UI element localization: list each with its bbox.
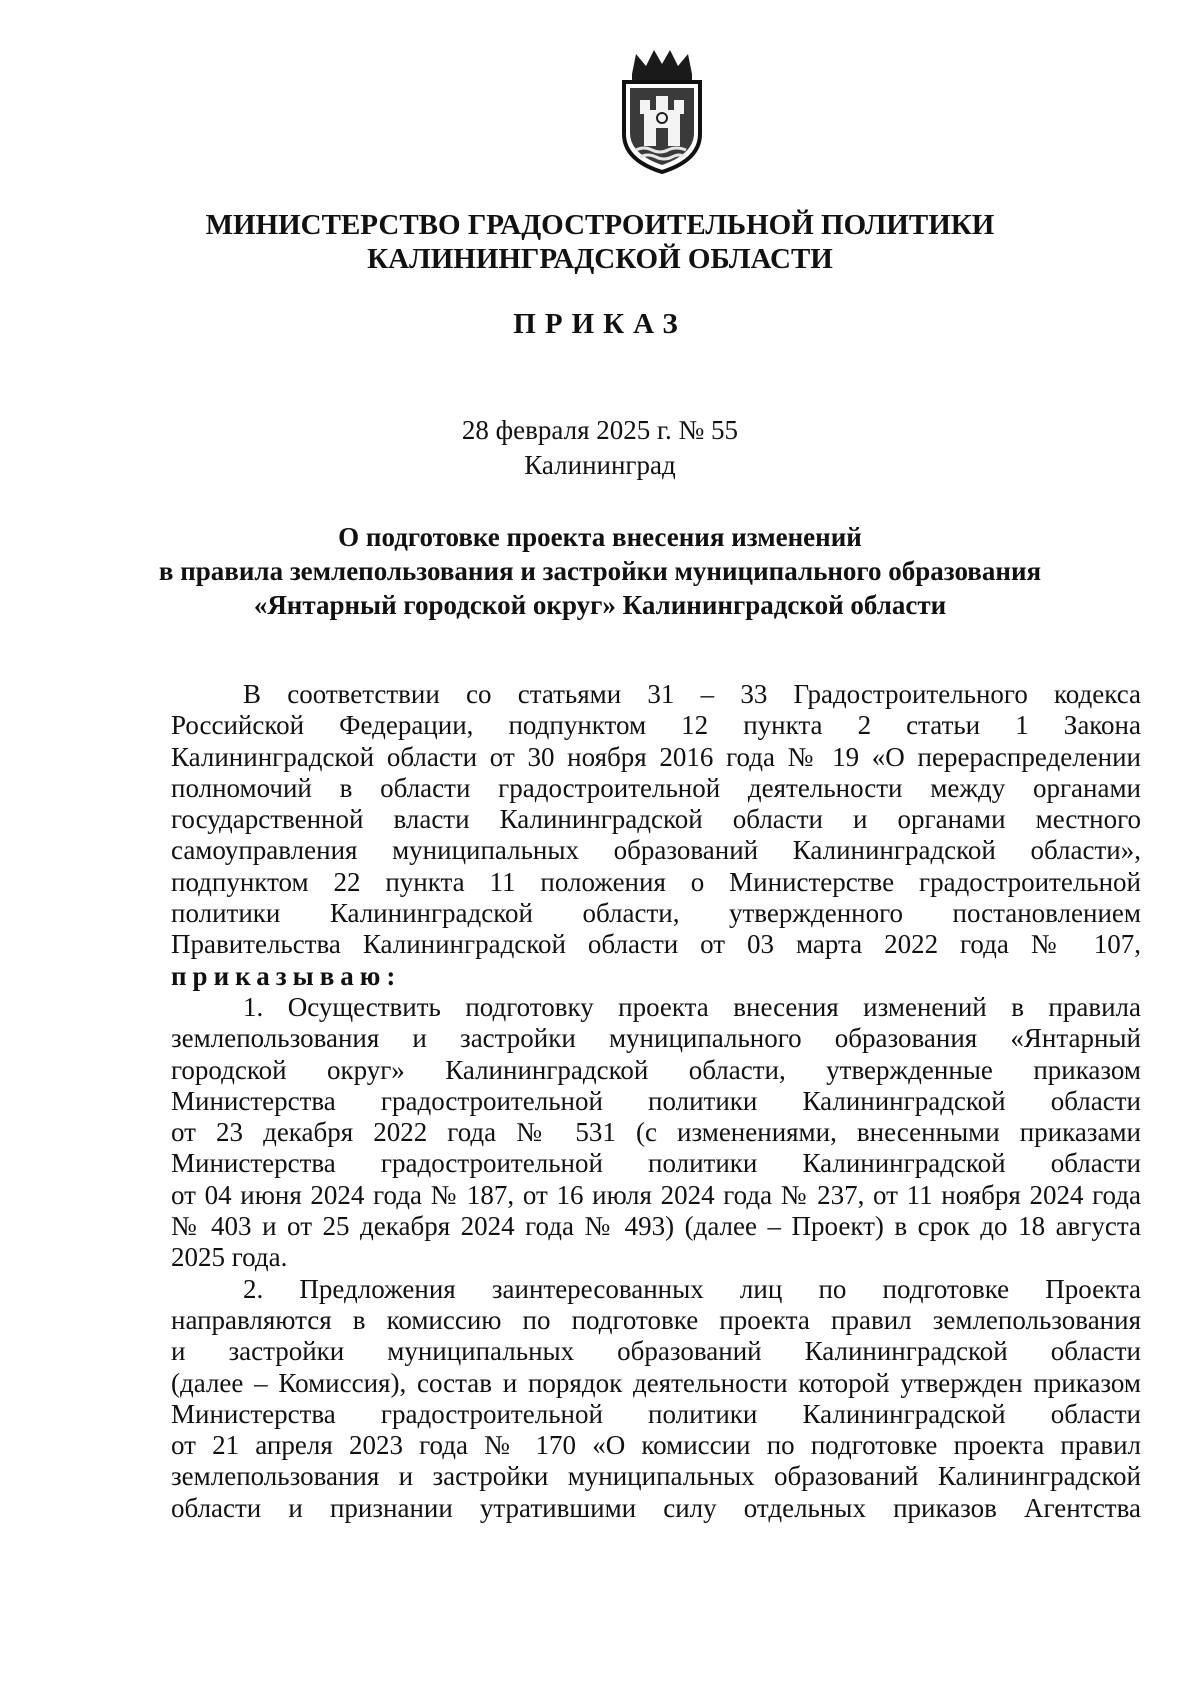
preamble-paragraph xyxy=(171,679,1141,992)
text-line: землепользования и застройки муниципального образования «Янтарный xyxy=(171,1023,1141,1054)
text-line: В соответствии со статьями 31 – 33 Градостроительного кодекса xyxy=(243,679,1141,709)
text-line: городской округ» Калининградской области, утвержденные приказом xyxy=(171,1054,1141,1085)
item-1-paragraph xyxy=(171,992,1141,1274)
text-line: (далее – Комиссия), состав и порядок деятельности которой утвержден приказом xyxy=(171,1367,1141,1398)
order-city: Калининград xyxy=(524,450,676,480)
order-heading: ПРИКАЗ xyxy=(513,308,687,340)
text-line: Министерства градостроительной политики Калининградской области xyxy=(171,1398,1141,1429)
text-line: 2025 года. xyxy=(171,1242,288,1273)
text-line: от 23 декабря 2022 года № 531 (с изменениями, внесенными приказами xyxy=(171,1117,1141,1148)
order-command: приказываю: xyxy=(171,960,402,991)
order-body xyxy=(171,679,1141,1524)
text-line: политики Калининградской области, утвержденного постановлением xyxy=(171,898,1141,929)
text-line: и застройки муниципальных образований Калининградской области xyxy=(171,1336,1141,1367)
order-date-number: 28 февраля 2025 г. № 55 xyxy=(461,415,739,445)
text-line: 1. Осуществить подготовку проекта внесения изменений в правила xyxy=(243,991,1141,1022)
ministry-name-line1: МИНИСТЕРСТВО ГРАДОСТРОИТЕЛЬНОЙ ПОЛИТИКИ xyxy=(205,209,995,241)
text-line: самоуправления муниципальных образований Калининградской области», xyxy=(171,835,1141,866)
text-line: № 403 и от 25 декабря 2024 года № 493) (далее – Проект) в срок до 18 августа xyxy=(171,1211,1141,1242)
text-line: полномочий в области градостроительной деятельности между органами xyxy=(171,772,1141,803)
text-line: от 04 июня 2024 года № 187, от 16 июля 2024 года № 237, от 11 ноября 2024 года xyxy=(171,1179,1141,1210)
ministry-name-line2: КАЛИНИНГРАДСКОЙ ОБЛАСТИ xyxy=(367,243,833,275)
text-line: Министерства градостроительной политики Калининградской области xyxy=(171,1085,1141,1116)
text-line: подпунктом 22 пункта 11 положения о Министерстве градостроительной xyxy=(171,866,1141,897)
text-line: государственной власти Калининградской области и органами местного xyxy=(171,804,1141,835)
order-title-line2: в правила землепользования и застройки муниципального образования xyxy=(158,556,1042,586)
text-line: области и признании утратившими силу отдельных приказов Агентства xyxy=(171,1492,1141,1523)
item-2-paragraph xyxy=(171,1274,1141,1524)
text-line: от 21 апреля 2023 года № 170 «О комиссии по подготовке проекта правил xyxy=(171,1430,1141,1461)
order-title-line3: «Янтарный городской округ» Калининградской области xyxy=(253,590,947,620)
text-line: Российской Федерации, подпунктом 12 пункта 2 статьи 1 Закона xyxy=(171,710,1141,741)
text-line: Министерства градостроительной политики Калининградской области xyxy=(171,1148,1141,1179)
text-line: Калининградской области от 30 ноября 2016 года № 19 «О перераспределении xyxy=(171,741,1141,772)
text-line: землепользования и застройки муниципальных образований Калининградской xyxy=(171,1461,1141,1492)
order-title-line1: О подготовке проекта внесения изменений xyxy=(338,522,862,552)
kaliningrad-coat-of-arms-icon xyxy=(614,44,710,176)
text-line: направляются в комиссию по подготовке проекта правил землепользования xyxy=(171,1304,1141,1335)
ministry-name xyxy=(160,208,1040,276)
text-line: 2. Предложения заинтересованных лиц по подготовке Проекта xyxy=(243,1273,1141,1304)
order-title xyxy=(150,520,1050,622)
text-line: Правительства Калининградской области от 03 марта 2022 года № 107, xyxy=(171,929,1141,960)
